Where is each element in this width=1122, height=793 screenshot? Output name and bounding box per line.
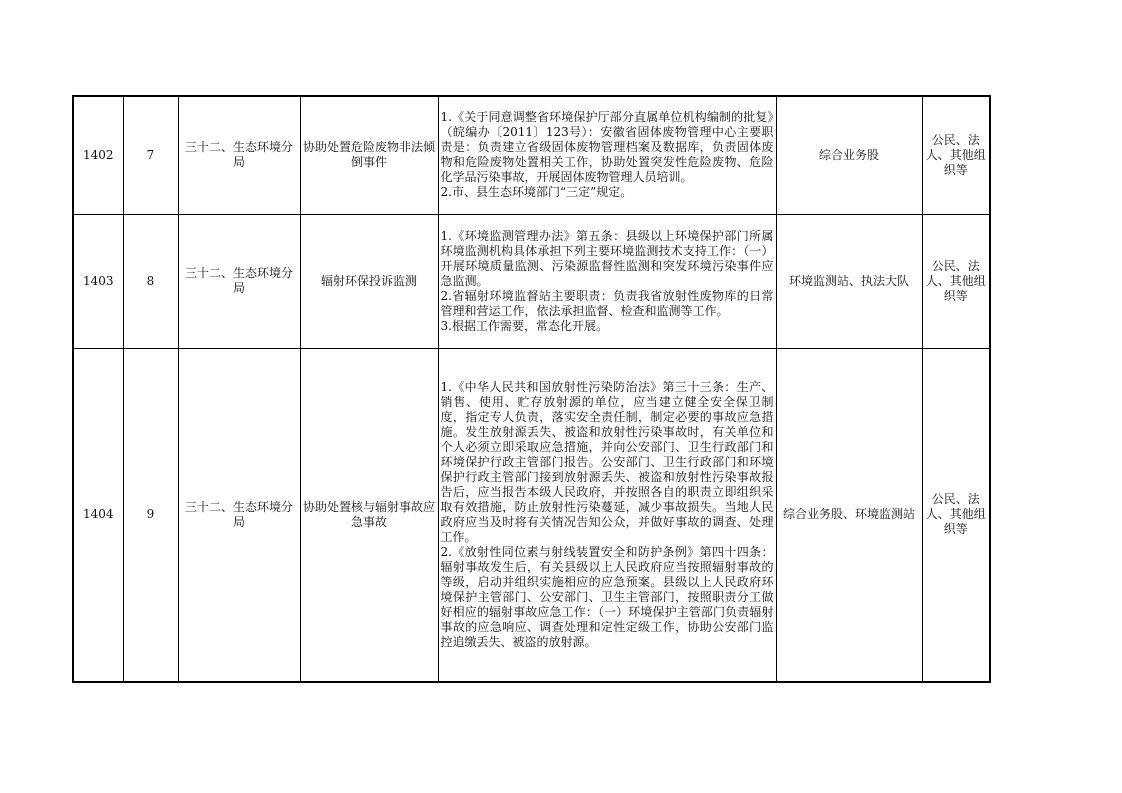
basis-paragraph: 3.根据工作需要，常态化开展。 [440,318,608,333]
table-row [73,348,990,682]
table-row [73,214,990,348]
number-cell: 8 [123,214,178,348]
basis-paragraph: 1.《关于同意调整省环境保护厅部分直属单位机构编制的批复》（皖编办〔2011〕123号）：安徽省固体废物管理中心主要职责是：负责建立省级固体废物管理档案及数据库，负责固体废物和危险废物处置相关工作，协助处置突发性危险废物、危险化学品污染事故，开展固体废物管理人员培训。 [440,110,774,185]
responsible-unit-cell: 综合业务股 [776,96,922,214]
target-cell: 公民、法人、其他组织等 [922,214,990,348]
basis-paragraph: 2.市、县生态环境部门“三定”规定。 [440,185,633,200]
item-name-cell: 辐射环保投诉监测 [300,214,438,348]
sequence-cell: 1402 [73,96,123,214]
department-cell: 三十二、生态环境分局 [178,214,300,348]
sequence-cell: 1404 [73,348,123,682]
basis-cell [438,348,776,682]
basis-paragraph: 1.《环境监测管理办法》第五条：县级以上环境保护部门所属环境监测机构具体承担下列主要环境监测技术支持工作：（一）开展环境质量监测、污染源监督性监测和突发环境污染事件应急监测。 [440,228,774,288]
basis-cell [438,214,776,348]
target-cell: 公民、法人、其他组织等 [922,96,990,214]
basis-paragraph: 2.省辐射环境监督站主要职责：负责我省放射性废物库的日常管理和营运工作，依法承担监督、检查和监测等工作。 [440,288,774,318]
basis-cell [438,96,776,214]
table-row [73,96,990,214]
item-name-cell: 协助处置危险废物非法倾倒事件 [300,96,438,214]
number-cell: 9 [123,348,178,682]
department-cell: 三十二、生态环境分局 [178,96,300,214]
item-name-cell: 协助处置核与辐射事故应急事故 [300,348,438,682]
department-cell: 三十二、生态环境分局 [178,348,300,682]
number-cell: 7 [123,96,178,214]
sequence-cell: 1403 [73,214,123,348]
responsible-unit-cell: 综合业务股、环境监测站 [776,348,922,682]
responsibility-table [72,95,991,683]
basis-paragraph: 2.《放射性同位素与射线装置安全和防护条例》第四十四条：辐射事故发生后，有关县级以上人民政府应当按照辐射事故的等级，启动并组织实施相应的应急预案。县级以上人民政府环境保护主管部门、公安部门、卫生主管部门，按照职责分工做好相应的辐射事故应急工作：（一）环境保护主管部门负责辐射事故的应急响应、调查处理和定性定级工作，协助公安部门监控追缴丢失、被盗的放射源。 [440,544,774,649]
basis-paragraph: 1.《中华人民共和国放射性污染防治法》第三十三条：生产、销售、使用、贮存放射源的单位，应当建立健全安全保卫制度，指定专人负责，落实安全责任制，制定必要的事故应急措施。发生放射源丢失、被盗和放射性污染事故时，有关单位和个人必须立即采取应急措施，并向公安部门、卫生行政部门和环境保护行政主管部门报告。公安部门、卫生行政部门和环境保护行政主管部门接到放射源丢失、被盗和放射性污染事故报告后，应当报告本级人民政府，并按照各自的职责立即组织采取有效措施，防止放射性污染蔓延，减少事故损失。当地人民政府应当及时将有关情况告知公众，并做好事故的调查、处理工作。 [440,379,774,544]
responsible-unit-cell: 环境监测站、执法大队 [776,214,922,348]
target-cell: 公民、法人、其他组织等 [922,348,990,682]
